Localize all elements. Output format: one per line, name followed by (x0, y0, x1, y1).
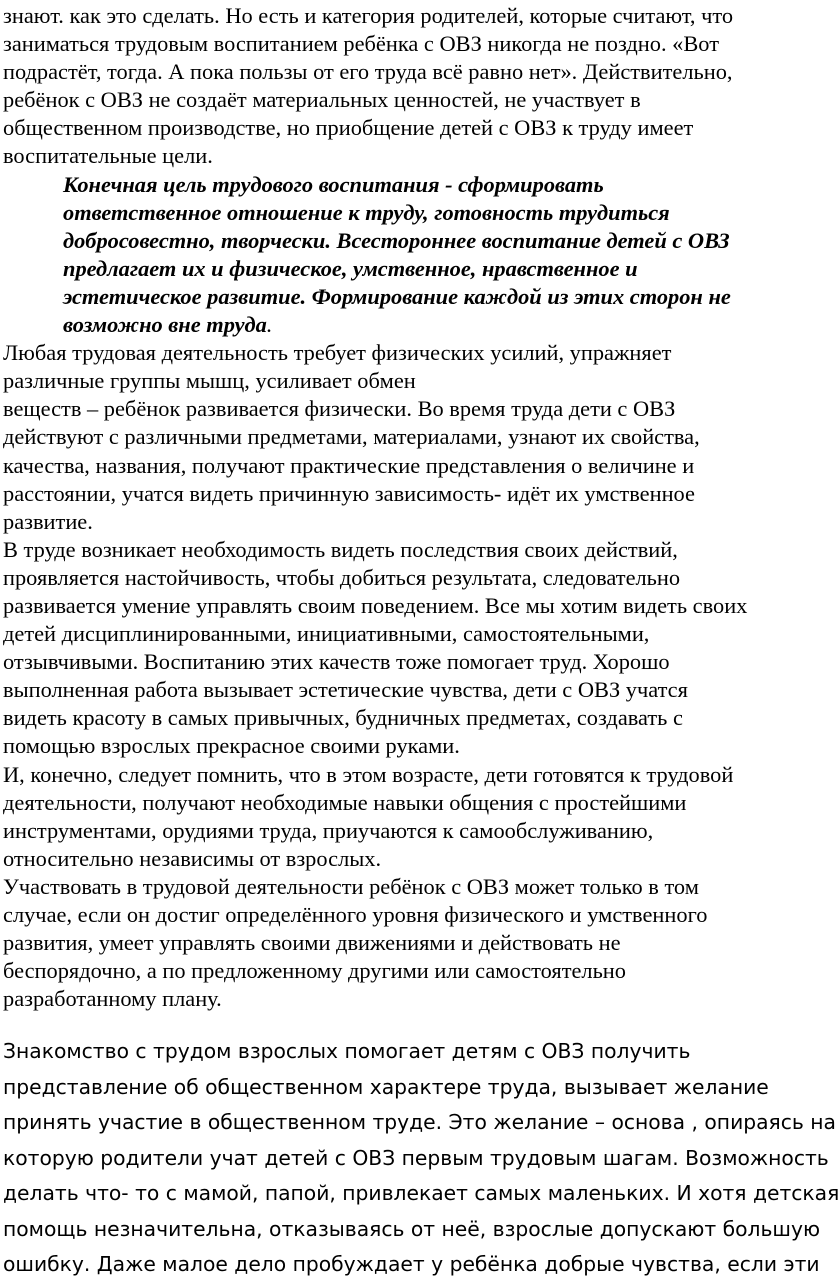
text-line: проявляется настойчивость, чтобы добиться результата, следовательно (3, 564, 681, 590)
quote-line: эстетическое развитие. Формирование каждой из этих сторон не (63, 283, 731, 309)
text-line: ошибку. Даже малое дело пробуждает у ребёнка добрые чувства, если эти (3, 1252, 820, 1277)
text-line: заниматься трудовым воспитанием ребёнка с ОВЗ никогда не поздно. «Вот (3, 31, 719, 57)
text-line: различные группы мышц, усиливает обмен (3, 368, 416, 394)
text-line: И, конечно, следует помнить, что в этом возрасте, дети готовятся к трудовой (3, 761, 734, 787)
text-line: инструментами, орудиями труда, приучаются к самообслуживанию, (3, 817, 654, 843)
intro-paragraph (0, 2, 816, 171)
text-line: ребёнок с ОВЗ не создаёт материальных ценностей, не участвует в (3, 87, 641, 113)
text-line: расстоянии, учатся видеть причинную зависимость- идёт их умственное (3, 480, 695, 506)
text-line: развивается умение управлять своим поведением. Все мы хотим видеть своих (3, 592, 748, 618)
goal-quote (0, 171, 816, 340)
quote-tail: . (266, 312, 273, 338)
quote-line: ответственное отношение к труду, готовность трудиться (63, 199, 670, 225)
text-line: воспитательные цели. (3, 143, 213, 169)
text-line: выполненная работа вызывает эстетические чувства, дети с ОВЗ учатся (3, 677, 688, 703)
text-line: общественном производстве, но приобщение детей с ОВЗ к труду имеет (3, 115, 694, 141)
behavior-paragraph (0, 536, 816, 761)
text-line: относительно независимы от взрослых. (3, 845, 382, 871)
text-line: видеть красоту в самых привычных, будничных предметах, создавать с (3, 705, 683, 731)
physical-development-paragraph (0, 339, 816, 536)
text-line: помощь незначительна, отказываясь от неё, взрослые допускают большую (3, 1216, 821, 1241)
text-line: беспорядочно, а по предложенному другими или самостоятельно (3, 958, 626, 984)
text-line: которую родители учат детей с ОВЗ первым трудовым шагам. Возможность (3, 1145, 829, 1170)
quote-line (63, 311, 816, 339)
text-line: Участвовать в трудовой деятельности ребёнок с ОВЗ может только в том (3, 873, 699, 899)
adults-work-paragraph (0, 1034, 839, 1283)
text-line: В труде возникает необходимость видеть последствия своих действий, (3, 536, 678, 562)
text-line: подрастёт, тогда. А пока пользы от его труда всё равно нет». Действительно, (3, 59, 733, 85)
text-line: отзывчивыми. Воспитанию этих качеств тоже помогает труд. Хорошо (3, 649, 670, 675)
quote-line: Конечная цель трудового воспитания - сформировать (63, 171, 604, 197)
paragraph-gap (0, 1013, 816, 1034)
quote-line: добросовестно, творчески. Всестороннее воспитание детей с ОВЗ (63, 227, 730, 253)
text-line: представление об общественном характере труда, вызывает желание (3, 1074, 769, 1099)
text-line: действуют с различными предметами, материалами, узнают их свойства, (3, 424, 700, 450)
quote-line: предлагает их и физическое, умственное, нравственное и (63, 255, 638, 281)
text-line: случае, если он достиг определённого уровня физического и умственного (3, 902, 708, 927)
text-line: Любая трудовая деятельность требует физических усилий, упражняет (3, 340, 672, 366)
text-line: веществ – ребёнок развивается физически. Во время труда дети с ОВЗ (3, 396, 676, 422)
text-line: качества, названия, получают практические представления о величине и (3, 452, 695, 478)
quote-last-text: возможно вне труда (63, 312, 267, 338)
conditions-paragraph (0, 873, 816, 1013)
text-line: Знакомство с трудом взрослых помогает детям с ОВЗ получить (3, 1039, 691, 1064)
text-line: знают. как это сделать. Но есть и категория родителей, которые считают, что (3, 3, 734, 28)
text-line: принять участие в общественном труде. Это желание – основа , опираясь на (3, 1110, 836, 1135)
text-line: развитие. (3, 508, 93, 534)
text-line: деятельности, получают необходимые навыки общения с простейшими (3, 789, 687, 815)
text-line: развития, умеет управлять своими движениями и действовать не (3, 930, 621, 956)
text-line: делать что- то с мамой, папой, привлекает самых маленьких. И хотя детская (3, 1181, 839, 1206)
skills-paragraph (0, 761, 816, 873)
text-line: детей дисциплинированными, инициативными, самостоятельными, (3, 621, 650, 647)
text-line: разработанному плану. (3, 986, 222, 1012)
text-line: помощью взрослых прекрасное своими руками. (3, 733, 460, 759)
